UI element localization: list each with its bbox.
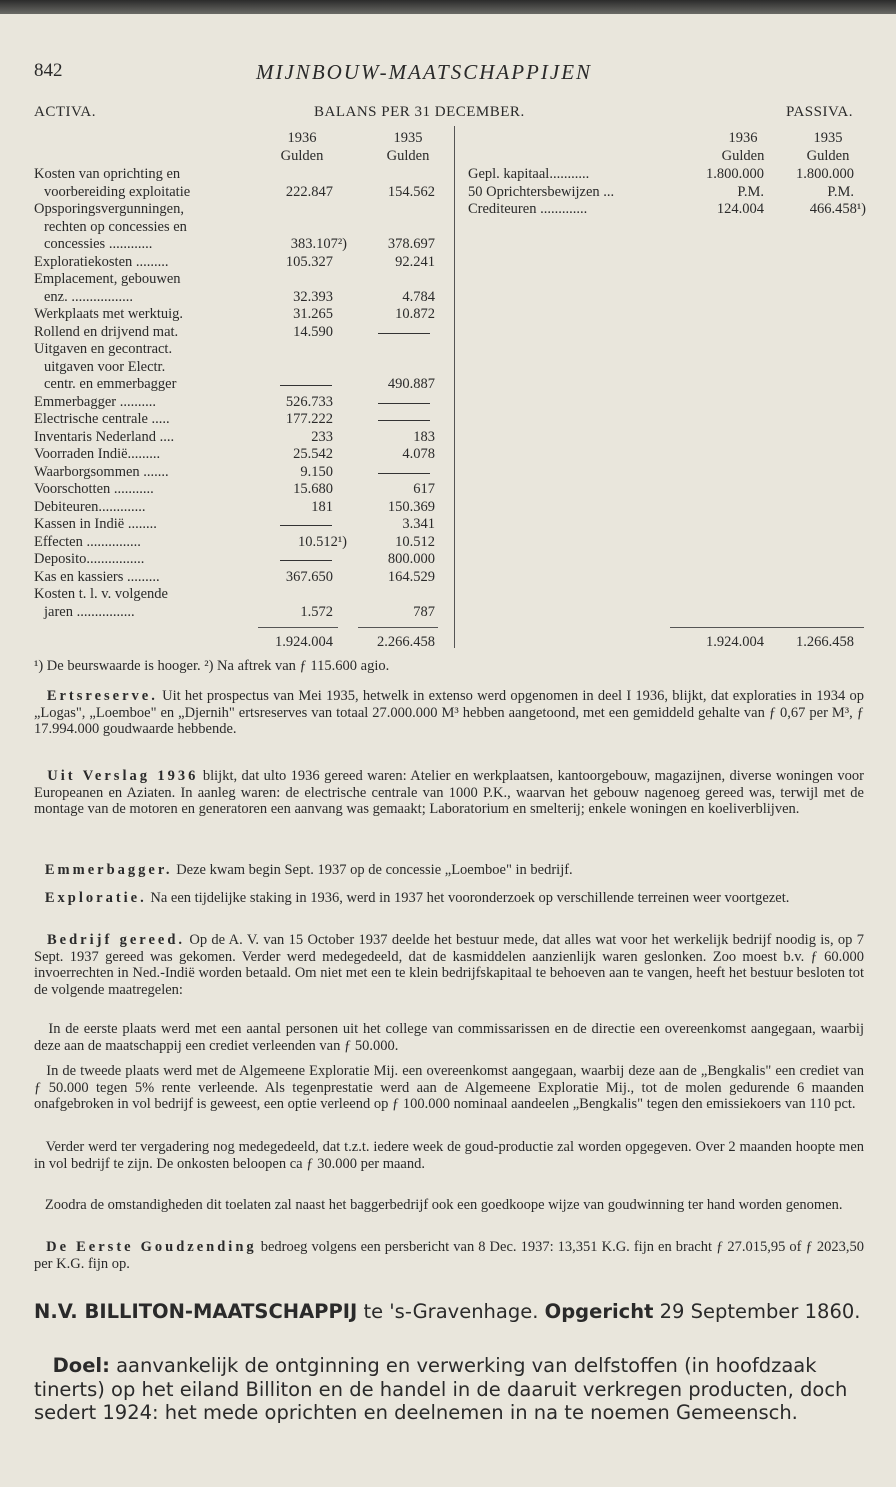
passiva-item-label: Gepl. kapitaal........... [468, 166, 590, 182]
total-passiva-1935: 1.266.458 [796, 634, 854, 650]
year-1935: 1935 [393, 130, 423, 146]
doel-text: aanvankelijk de ontginning en verwerking van delfstoffen (in hoofdzaak tinerts) op het eiland Billiton en de handel in de daaruit verkregen producten, doch sedert 1924: het mede oprichten en deelnemen in na te noemen Gemeensch. [34, 1354, 848, 1424]
activa-value-1936: 1.572 [300, 603, 333, 620]
paragraph-text: Deze kwam begin Sept. 1937 op de concessie „Loemboe" in bedrijf. [172, 862, 573, 878]
activa-col-1936-head [262, 129, 342, 165]
activa-item-label: Uitgaven en gecontract. [34, 341, 173, 357]
activa-item-label: voorbereiding exploitatie [44, 183, 191, 200]
currency: Gulden [806, 148, 850, 164]
paragraph-verder [34, 1139, 864, 1172]
activa-value-1936: 383.107²) [290, 236, 347, 252]
nil-dash [378, 473, 430, 474]
activa-value-1935: 787 [413, 603, 435, 620]
activa-item-label: rechten op concessies en [44, 218, 187, 235]
activa-value-1935: 154.562 [387, 183, 435, 200]
passiva-value-1935: 1.800.000 [796, 166, 854, 182]
activa-value-1936: 177.222 [285, 411, 333, 427]
activa-value-1935: 4.784 [402, 288, 435, 305]
activa-label: ACTIVA. [34, 104, 96, 120]
activa-value-1935: 3.341 [402, 516, 435, 532]
activa-item-label: centr. en emmerbagger [44, 376, 177, 392]
paragraph-text: Verder werd ter vergadering nog medegedeeld, dat t.z.t. iedere week de goud-productie zal worden opgegeven. Over 2 maanden hoopte men in vol bedrijf te zijn. De onkosten beloopen ca ƒ 30.000 per maand. [34, 1139, 865, 1172]
sum-rule [258, 627, 338, 628]
activa-value-1936: 25.542 [293, 446, 333, 462]
balance-title: BALANS PER 31 DECEMBER. [314, 104, 525, 120]
activa-value-1936: 10.512¹) [297, 533, 347, 550]
nil-dash [280, 525, 332, 526]
passiva-col-1936-head [703, 129, 783, 165]
activa-value-1936: 105.327 [285, 253, 333, 270]
activa-value-1936: 222.847 [285, 183, 333, 200]
passiva-value-1936: 124.004 [716, 201, 764, 217]
passiva-item-label: Crediteuren ............. [468, 201, 588, 217]
activa-item-label: Exploratiekosten ......... [34, 253, 169, 270]
passiva-value-1936: P.M. [737, 183, 764, 200]
founded-date: 29 September 1860. [653, 1300, 861, 1323]
year-1936: 1936 [287, 130, 317, 146]
activa-item-label: Voorschotten ........... [34, 481, 154, 497]
activa-value-1935: 183 [413, 428, 435, 445]
paragraph-lead: Uit Verslag 1936 [47, 768, 199, 784]
passiva-value-1935: 466.458¹) [809, 201, 866, 217]
activa-value-1936: 233 [311, 428, 333, 445]
sum-rule [670, 627, 864, 628]
footnotes: ¹) De beurswaarde is hooger. ²) Na aftrek van ƒ 115.600 agio. [34, 658, 390, 674]
activa-item-label: Kassen in Indië ........ [34, 516, 157, 532]
nil-dash [378, 333, 430, 334]
activa-item-label: Emmerbagger .......... [34, 393, 157, 410]
paragraph-text: blijkt, dat ulto 1936 gereed waren: Atelier en werkplaatsen, kantoorgebouw, magazijnen, diverse woningen voor Europeanen en Aziaten. In aanleg waren: de electrische centrale van 1000 P.K., waarvan het gebouw nagenoeg gereed was, terwijl met de montage van de motoren en generatoren een aanvang was gemaakt; Laboratorium en smelterij; enkele woningen en koeliverblijven. [34, 768, 865, 817]
paragraph-text: bedroeg volgens een persbericht van 8 Dec. 1937: 13,351 K.G. fijn en bracht ƒ 27.015,95 of ƒ 2023,50 per K.G. fijn op. [34, 1239, 864, 1272]
founded-label: Opgericht [544, 1300, 654, 1323]
company-heading [34, 1300, 864, 1324]
currency: Gulden [721, 148, 765, 164]
activa-value-1936: 367.650 [285, 568, 333, 585]
paragraph-zoodra [34, 1197, 864, 1214]
activa-item-label: Kas en kassiers ......... [34, 568, 160, 585]
activa-value-1935: 800.000 [387, 551, 435, 567]
activa-item-label: Electrische centrale ..... [34, 411, 170, 427]
activa-value-1936: 9.150 [300, 463, 333, 480]
activa-item-label: Kosten t. l. v. volgende [34, 586, 168, 602]
paragraph-emmerbagger [34, 862, 864, 879]
activa-item-label: jaren ................ [44, 603, 135, 620]
passiva-item-label: 50 Oprichtersbewijzen ... [468, 183, 615, 200]
paragraph-text: Zoodra de omstandigheden dit toelaten zal naast het baggerbedrijf ook een goedkoope wijze van goudwinning ter hand worden genomen. [44, 1197, 843, 1213]
paragraph-exploratie [34, 890, 864, 907]
paragraph-tweede-plaats [34, 1063, 864, 1113]
paragraph-lead: Emmerbagger. [44, 862, 173, 878]
activa-item-label: Werkplaats met werktuig. [34, 306, 184, 322]
doel-label: Doel: [52, 1354, 110, 1377]
company-name: N.V. BILLITON-MAATSCHAPPIJ [34, 1300, 358, 1323]
paragraph-lead: De Eerste Goudzending [46, 1239, 257, 1255]
sum-rule [358, 627, 438, 628]
paragraph-text: In de eerste plaats werd met een aantal personen uit het college van commissarissen en de directie een overeenkomst aangegaan, waarbij deze aan de maatschappij een crediet verleenden van ƒ 50.000. [34, 1021, 864, 1054]
activa-value-1936: 32.393 [293, 288, 333, 305]
nil-dash [378, 420, 430, 421]
activa-value-1935: 150.369 [387, 498, 435, 515]
scan-edge [0, 0, 896, 14]
activa-item-label: Waarborgsommen ....... [34, 463, 169, 480]
nil-dash [280, 560, 332, 561]
activa-item-label: concessies ............ [44, 236, 153, 252]
activa-value-1935: 490.887 [387, 376, 435, 392]
passiva-value-1935: P.M. [827, 183, 854, 200]
activa-item-label: Debiteuren............. [34, 498, 146, 515]
total-activa-1936: 1.924.004 [275, 634, 333, 650]
activa-value-1935: 92.241 [395, 253, 435, 270]
paragraph-bedrijf-gereed [34, 932, 864, 998]
activa-item-label: enz. ................. [44, 288, 133, 305]
activa-value-1935: 378.697 [387, 236, 435, 252]
column-divider [454, 126, 455, 648]
paragraph-text: In de tweede plaats werd met de Algemeene Exploratie Mij. een overeenkomst aangegaan, waarbij deze aan de „Bengkalis" een crediet van ƒ 50.000 tegen 5% rente verleende. Als tegenprestatie werd aan de Algemeene Exploratie Mij., tot de molen gedurende 6 maanden onafgebroken in vol bedrijf is geweest, een optie verleend op ƒ 100.000 nominaal aandeelen „Bengkalis" tegen den emissiekoers van 110 pct. [34, 1063, 864, 1112]
total-passiva-1936: 1.924.004 [706, 634, 764, 650]
activa-value-1935: 10.512 [395, 533, 435, 550]
activa-value-1935: 4.078 [402, 446, 435, 462]
activa-item-label: Kosten van oprichting en [34, 166, 181, 182]
activa-item-label: Opsporingsvergunningen, [34, 201, 184, 217]
paragraph-lead: Exploratie. [44, 890, 147, 906]
paragraph-verslag [34, 768, 864, 818]
paragraph-goudzending [34, 1239, 864, 1272]
total-activa-1935: 2.266.458 [377, 634, 435, 650]
year-1935: 1935 [813, 130, 843, 146]
passiva-value-1936: 1.800.000 [706, 166, 764, 182]
paragraph-text: Na een tijdelijke staking in 1936, werd in 1937 het vooronderzoek op verschillende terreinen weer voortgezet. [146, 890, 790, 906]
activa-value-1936: 526.733 [285, 393, 333, 410]
paragraph-text: Uit het prospectus van Mei 1935, hetwelk in extenso werd opgenomen in deel I 1936, blijkt, dat exploraties in 1934 op „Logas", „Loemboe" en „Djernih" ertsreserves van totaal 27.000.000 M³ hebben aangetoond, met een gemiddeld gehalte van ƒ 0,67 per M³, ƒ 17.994.000 goudwaarde hebbende. [34, 688, 865, 737]
currency: Gulden [386, 148, 430, 164]
activa-item-label: Rollend en drijvend mat. [34, 323, 179, 340]
activa-item-label: uitgaven voor Electr. [44, 358, 166, 375]
year-1936: 1936 [728, 130, 758, 146]
activa-value-1936: 31.265 [293, 306, 333, 322]
activa-item-label: Emplacement, gebouwen [34, 271, 181, 287]
paragraph-text: Op de A. V. van 15 October 1937 deelde het bestuur mede, dat alles wat voor het werkelijk bedrijf noodig is, op 7 Sept. 1937 gereed was gekomen. Verder werd medegedeeld, dat de kasmiddelen aanzienlijk waren geslonken. Zoo moest b.v. ƒ 60.000 invoerrechten in Ned.-Indië worden betaald. Om niet met een te klein bedrijfskapitaal te behoeven aan te vangen, heeft het bestuur besloten tot de volgende maatregelen: [34, 932, 864, 998]
activa-value-1935: 10.872 [395, 306, 435, 322]
nil-dash [378, 403, 430, 404]
passiva-col-1935-head [788, 129, 868, 165]
company-doel [34, 1354, 864, 1425]
activa-value-1936: 14.590 [293, 323, 333, 340]
activa-value-1935: 617 [413, 481, 435, 497]
currency: Gulden [280, 148, 324, 164]
paragraph-eerste-plaats [34, 1021, 864, 1054]
activa-item-label: Effecten ............... [34, 533, 141, 550]
activa-value-1935: 164.529 [387, 568, 435, 585]
running-title: MIJNBOUW-MAATSCHAPPIJEN [256, 60, 593, 84]
passiva-label: PASSIVA. [786, 104, 853, 120]
paragraph-ertsreserve [34, 688, 864, 738]
activa-value-1936: 15.680 [293, 481, 333, 497]
paragraph-lead: Ertsreserve. [46, 688, 158, 704]
activa-item-label: Inventaris Nederland .... [34, 428, 175, 445]
activa-item-label: Deposito................ [34, 551, 145, 567]
company-location: te 's-Gravenhage. [357, 1300, 545, 1323]
page-number: 842 [34, 60, 63, 81]
paragraph-lead: Bedrijf gereed. [47, 932, 186, 948]
activa-item-label: Voorraden Indië......... [34, 446, 161, 462]
activa-value-1936: 181 [311, 498, 333, 515]
nil-dash [280, 385, 332, 386]
activa-col-1935-head [368, 129, 448, 165]
